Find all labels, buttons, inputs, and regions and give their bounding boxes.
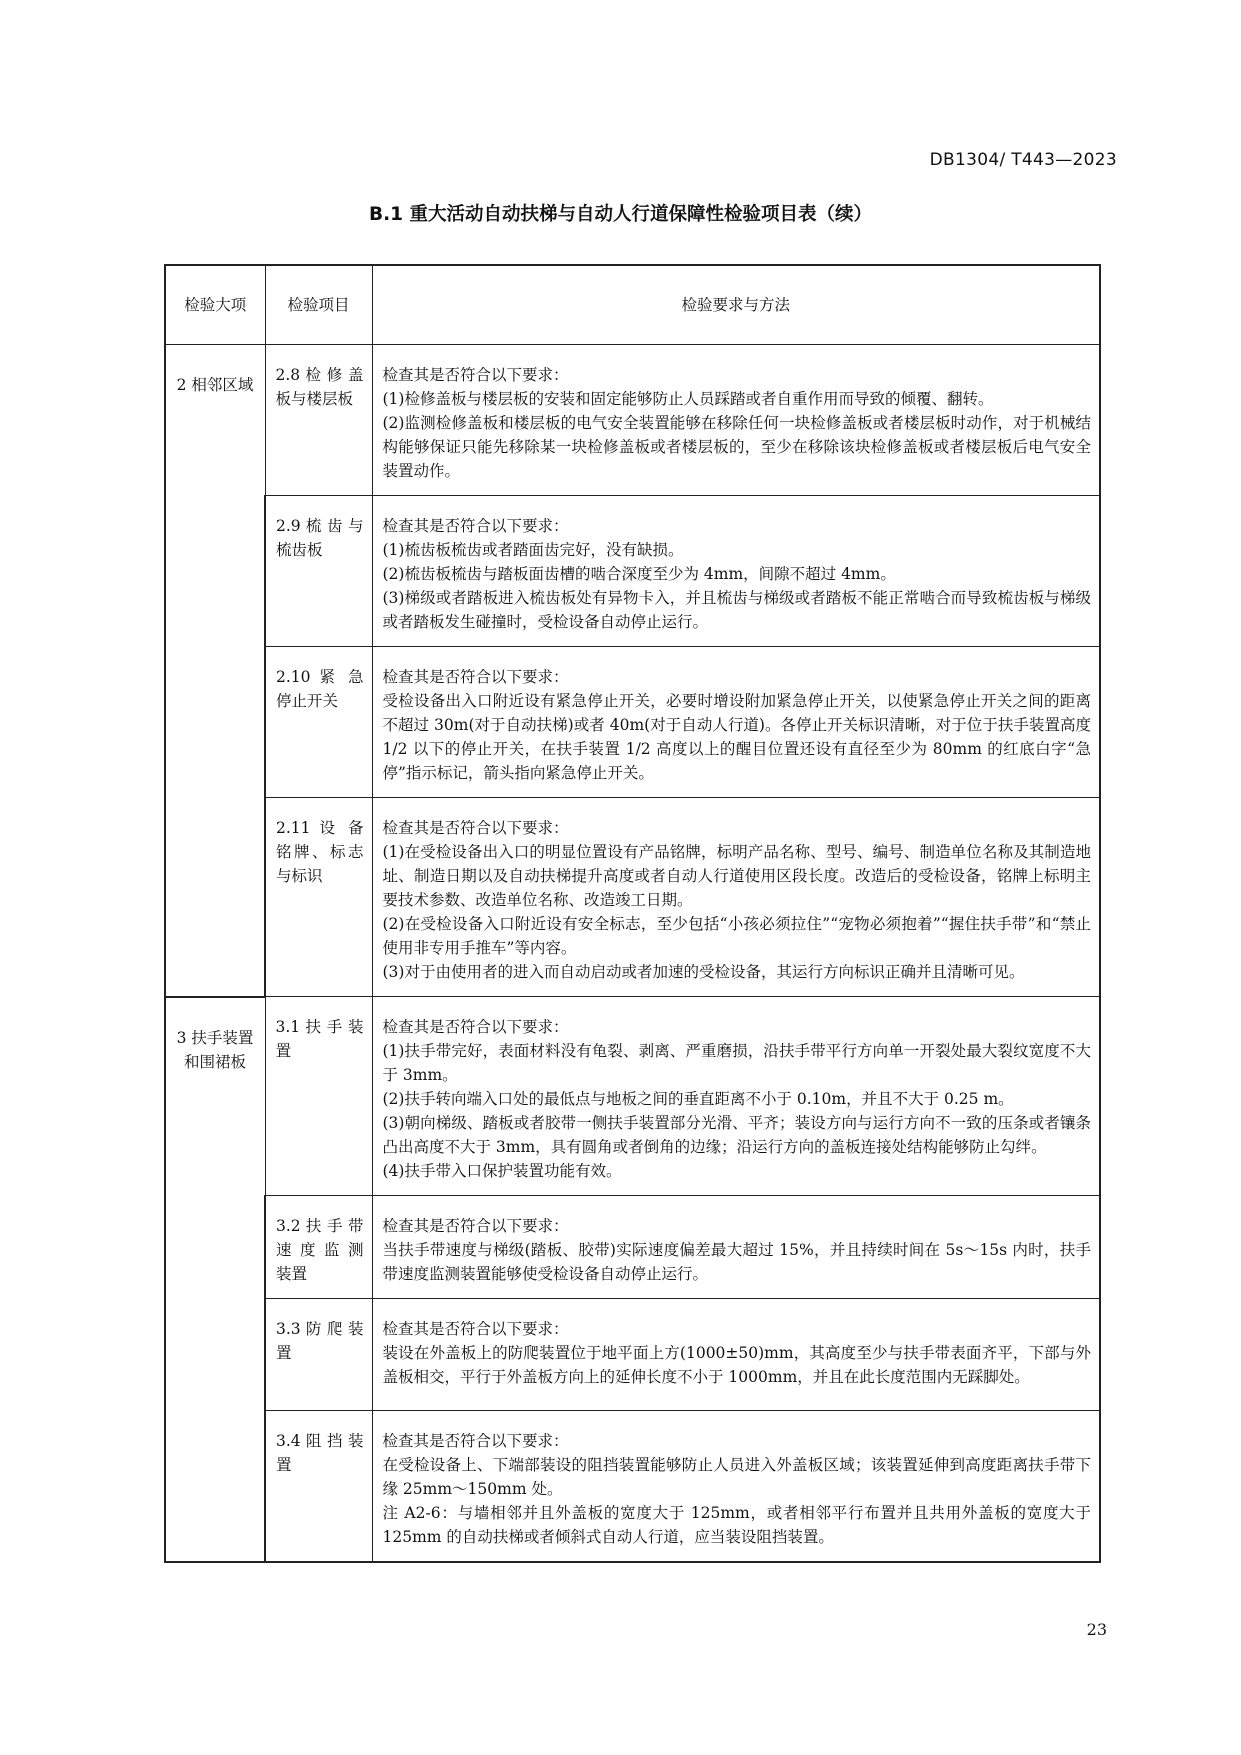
requirement-line: 检查其是否符合以下要求：	[382, 1320, 569, 1338]
requirement-line: 当扶手带速度与梯级(踏板、胶带)实际速度偏差最大超过 15%，并且持续时间在 5s～15s 内时，扶手带速度监测装置能够使受检设备自动停止运行。	[382, 1241, 1091, 1283]
requirement-line: (2)监测检修盖板和楼层板的电气安全装置能够在移除任何一块检修盖板或者楼层板时动作，对于机械结构能够保证只能先移除某一块检修盖板或者楼层板的，至少在移除该块检修盖板或者楼层板后电气安全装置动作。	[382, 414, 1091, 480]
category-cell: 2 相邻区域	[165, 345, 265, 997]
table-row	[165, 647, 1100, 798]
table-row	[165, 1411, 1100, 1563]
table-row	[165, 496, 1100, 647]
requirement-line: 注 A2-6：与墙相邻并且外盖板的宽度大于 125mm，或者相邻平行布置并且共用外盖板的宽度大于 125mm 的自动扶梯或者倾斜式自动人行道，应当装设阻挡装置。	[382, 1504, 1091, 1546]
requirement-line: (4)扶手带入口保护装置功能有效。	[382, 1162, 622, 1180]
requirement-line: 受检设备出入口附近设有紧急停止开关，必要时增设附加紧急停止开关，以使紧急停止开关之间的距离不超过 30m(对于自动扶梯)或者 40m(对于自动人行道)。各停止开关标识清晰，对于位于扶手装置高度 1/2 以下的停止开关，在扶手装置 1/2 高度以上的醒目位置还设有直径至少为 80mm 的红底白字“急停”指示标记，箭头指向紧急停止开关。	[382, 692, 1091, 782]
table-row	[165, 798, 1100, 997]
requirement-cell	[372, 647, 1100, 798]
requirement-line: 装设在外盖板上的防爬装置位于地平面上方(1000±50)mm，其高度至少与扶手带表面齐平，下部与外盖板相交，平行于外盖板方向上的延伸长度不小于 1000mm，并且在此长度范围内无踩脚处。	[382, 1344, 1091, 1386]
requirement-line: (3)梯级或者踏板进入梳齿板处有异物卡入，并且梳齿与梯级或者踏板不能正常啮合而导致梳齿板与梯级或者踏板发生碰撞时，受检设备自动停止运行。	[382, 589, 1091, 631]
column-header-requirement: 检验要求与方法	[372, 265, 1100, 345]
requirement-cell	[372, 798, 1100, 997]
requirement-line: (3)朝向梯级、踏板或者胶带一侧扶手装置部分光滑、平齐；装设方向与运行方向不一致的压条或者镶条凸出高度不大于 3mm，具有圆角或者倒角的边缘；沿运行方向的盖板连接处结构能够防止勾绊。	[382, 1114, 1091, 1156]
page-number: 23	[1086, 1620, 1107, 1639]
requirement-line: 在受检设备上、下端部装设的阻挡装置能够防止人员进入外盖板区域；该装置延伸到高度距离扶手带下缘 25mm～150mm 处。	[382, 1456, 1091, 1498]
table-body	[165, 345, 1100, 1563]
requirement-line: (3)对于由使用者的进入而自动启动或者加速的受检设备，其运行方向标识正确并且清晰可见。	[382, 963, 1025, 981]
column-header-item: 检验项目	[265, 265, 372, 345]
column-header-category: 检验大项	[165, 265, 265, 345]
requirement-cell	[372, 345, 1100, 496]
requirement-line: (2)在受检设备入口附近设有安全标志，至少包括“小孩必须拉住”“宠物必须抱着”“握住扶手带”和“禁止使用非专用手推车”等内容。	[382, 915, 1091, 957]
requirement-line: 检查其是否符合以下要求：	[382, 819, 569, 837]
document-code: DB1304/ T443—2023	[929, 150, 1117, 170]
category-cell: 3 扶手装置和围裙板	[165, 997, 265, 1563]
item-cell: 3.4 阻 挡 装置	[265, 1411, 372, 1563]
item-cell: 2.8 检 修 盖板与楼层板	[265, 345, 372, 496]
item-cell: 2.9 梳 齿 与梳齿板	[265, 496, 372, 647]
requirement-line: (1)检修盖板与楼层板的安装和固定能够防止人员踩踏或者自重作用而导致的倾覆、翻转。	[382, 390, 994, 408]
requirement-line: (1)在受检设备出入口的明显位置设有产品铭牌，标明产品名称、型号、编号、制造单位名称及其制造地址、制造日期以及自动扶梯提升高度或者自动人行道使用区段长度。改造后的受检设备，铭牌上标明主要技术参数、改造单位名称、改造竣工日期。	[382, 843, 1091, 909]
requirement-line: (1)梳齿板梳齿或者踏面齿完好，没有缺损。	[382, 541, 684, 559]
requirement-line: 检查其是否符合以下要求：	[382, 1432, 569, 1450]
table-row	[165, 1299, 1100, 1411]
requirement-cell	[372, 1411, 1100, 1563]
table-header-row	[165, 265, 1100, 345]
item-cell: 3.3 防 爬 装置	[265, 1299, 372, 1411]
requirement-line: (2)扶手转向端入口处的最低点与地板之间的垂直距离不小于 0.10m，并且不大于 0.25 m。	[382, 1090, 1014, 1108]
requirement-line: (1)扶手带完好，表面材料没有龟裂、剥离、严重磨损，沿扶手带平行方向单一开裂处最大裂纹宽度不大于 3mm。	[382, 1042, 1091, 1084]
table-row	[165, 1196, 1100, 1299]
requirement-cell	[372, 496, 1100, 647]
requirement-line: 检查其是否符合以下要求：	[382, 1018, 569, 1036]
inspection-table	[164, 264, 1101, 1563]
item-cell: 2.10 紧 急 停止开关	[265, 647, 372, 798]
requirement-line: 检查其是否符合以下要求：	[382, 1217, 569, 1235]
requirement-cell	[372, 1196, 1100, 1299]
item-cell: 3.2 扶 手 带 速 度 监 测装置	[265, 1196, 372, 1299]
item-cell: 2.11 设 备 铭牌、标志与标识	[265, 798, 372, 997]
requirement-cell	[372, 997, 1100, 1196]
item-cell: 3.1 扶 手 装置	[265, 997, 372, 1196]
requirement-line: (2)梳齿板梳齿与踏板面齿槽的啮合深度至少为 4mm，间隙不超过 4mm。	[382, 565, 896, 583]
requirement-line: 检查其是否符合以下要求：	[382, 366, 569, 384]
table-row	[165, 345, 1100, 496]
table-row	[165, 997, 1100, 1196]
requirement-line: 检查其是否符合以下要求：	[382, 668, 569, 686]
requirement-line: 检查其是否符合以下要求：	[382, 517, 569, 535]
table-title: B.1 重大活动自动扶梯与自动人行道保障性检验项目表（续）	[369, 204, 872, 225]
requirement-cell	[372, 1299, 1100, 1411]
